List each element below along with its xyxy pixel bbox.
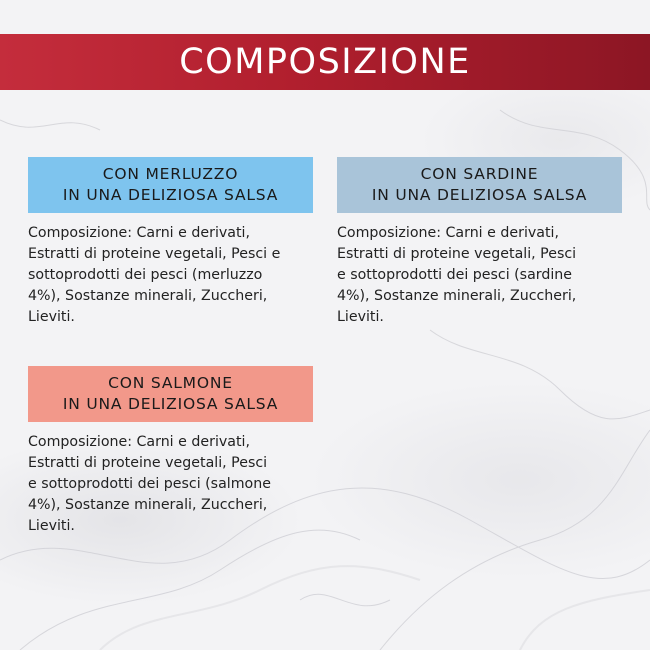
composition-line: Lieviti. <box>337 309 384 325</box>
composition-line: Estratti di proteine vegetali, Pesci <box>28 455 268 471</box>
merluzzo-label <box>28 157 313 213</box>
merluzzo-label-line1: CON MERLUZZO <box>102 165 239 183</box>
composition-line: 4%), Sostanze minerali, Zuccheri, <box>28 288 268 304</box>
composition-line: 4%), Sostanze minerali, Zuccheri, <box>28 497 268 513</box>
composition-line: Composizione: Carni e derivati, <box>337 225 559 241</box>
composition-line: sottoprodotti dei pesci (merluzzo <box>28 267 263 283</box>
composition-line: e sottoprodotti dei pesci (sardine <box>337 267 573 283</box>
card-merluzzo <box>28 157 313 328</box>
composition-line: e sottoprodotti dei pesci (salmone <box>28 476 271 492</box>
composition-line: Lieviti. <box>28 518 75 534</box>
page-title: COMPOSIZIONE <box>179 42 471 82</box>
composition-line: 4%), Sostanze minerali, Zuccheri, <box>337 288 577 304</box>
sardine-label <box>337 157 622 213</box>
header-banner <box>0 34 650 90</box>
salmone-label <box>28 366 313 422</box>
salmone-label-line1: CON SALMONE <box>108 374 233 392</box>
sardine-label-line2: IN UNA DELIZIOSA SALSA <box>371 186 588 204</box>
composition-line: Composizione: Carni e derivati, <box>28 225 250 241</box>
card-sardine <box>337 157 622 328</box>
composition-line: Estratti di proteine vegetali, Pesci <box>337 246 577 262</box>
sardine-composition <box>337 223 622 328</box>
composition-line: Estratti di proteine vegetali, Pesci e <box>28 246 281 262</box>
sardine-label-line1: CON SARDINE <box>420 165 539 183</box>
merluzzo-label-line2: IN UNA DELIZIOSA SALSA <box>62 186 279 204</box>
salmone-label-line2: IN UNA DELIZIOSA SALSA <box>62 395 279 413</box>
merluzzo-composition <box>28 223 313 328</box>
salmone-composition <box>28 432 313 537</box>
card-salmone <box>28 366 313 537</box>
composition-line: Composizione: Carni e derivati, <box>28 434 250 450</box>
composition-line: Lieviti. <box>28 309 75 325</box>
